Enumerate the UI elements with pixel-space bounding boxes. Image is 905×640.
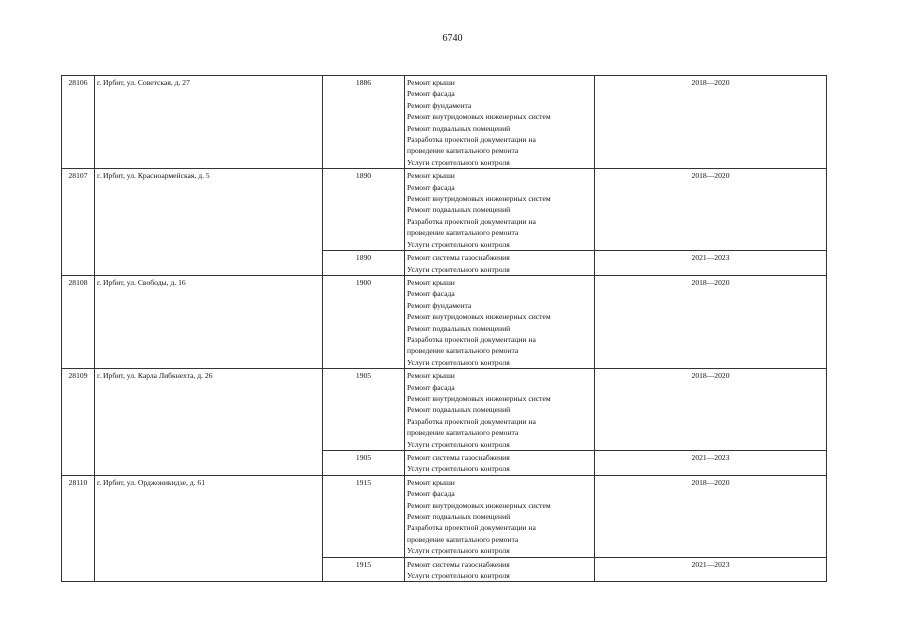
work-item: Ремонт крыши [407, 78, 455, 87]
work-item: Ремонт внутридомовых инженерных систем [407, 112, 551, 122]
period-cell: 2021—2023 [595, 557, 827, 582]
works-cell [405, 275, 595, 368]
period-cell: 2018—2020 [595, 169, 827, 251]
year-cell: 1915 [323, 475, 405, 557]
address-cell: г. Ирбит, ул. Свободы, д. 16 [95, 275, 323, 368]
works-cell [405, 451, 595, 476]
works-cell [405, 169, 595, 251]
work-item: Ремонт фасада [407, 489, 455, 499]
building-id-cell: 28110 [62, 475, 95, 582]
work-item: Разработка проектной документации на [407, 216, 536, 226]
work-item: Разработка проектной документации на [407, 523, 536, 533]
period-cell: 2018—2020 [595, 76, 827, 169]
work-item: Ремонт фасада [407, 89, 455, 99]
table-row [62, 369, 827, 451]
table-row [62, 169, 827, 251]
work-item: Ремонт крыши [407, 277, 455, 287]
period-cell: 2018—2020 [595, 369, 827, 451]
table-row [62, 475, 827, 557]
work-item: Разработка проектной документации на [407, 135, 536, 145]
year-cell: 1915 [323, 557, 405, 582]
period-cell: 2021—2023 [595, 251, 827, 276]
work-item: Ремонт внутридомовых инженерных систем [407, 312, 551, 322]
work-item: проведение капитального ремонта [407, 428, 519, 438]
work-item: проведение капитального ремонта [407, 346, 519, 356]
address-cell: г. Ирбит, ул. Орджоникидзе, д. 61 [95, 475, 323, 582]
work-item: Ремонт подвальных помещений [407, 323, 511, 333]
work-item: проведение капитального ремонта [407, 146, 519, 156]
work-item: Разработка проектной документации на [407, 416, 536, 426]
period-cell: 2021—2023 [595, 451, 827, 476]
year-cell: 1900 [323, 275, 405, 368]
work-item: Ремонт фундамента [407, 300, 472, 310]
period-cell: 2018—2020 [595, 475, 827, 557]
building-id-cell: 28108 [62, 275, 95, 368]
work-item: Ремонт внутридомовых инженерных систем [407, 393, 551, 403]
building-id-cell: 28107 [62, 169, 95, 276]
work-item: Ремонт фасада [407, 382, 455, 392]
work-item: Услуги строительного контроля [407, 157, 510, 167]
address-cell: г. Ирбит, ул. Красноармейская, д. 5 [95, 169, 323, 276]
building-id-cell: 28109 [62, 369, 95, 476]
works-cell [405, 557, 595, 582]
work-item: Ремонт системы газоснабжения [407, 253, 510, 263]
work-item: Ремонт крыши [407, 477, 455, 487]
repair-program-table [61, 75, 827, 582]
work-item: проведение капитального ремонта [407, 228, 519, 238]
work-item: Услуги строительного контроля [407, 464, 510, 474]
year-cell: 1905 [323, 369, 405, 451]
work-item: Ремонт фасада [407, 289, 455, 299]
year-cell: 1905 [323, 451, 405, 476]
year-cell: 1886 [323, 76, 405, 169]
works-cell [405, 475, 595, 557]
work-item: Ремонт крыши [407, 171, 455, 181]
table-body [62, 76, 827, 582]
work-item: Ремонт внутридомовых инженерных систем [407, 500, 551, 510]
year-cell: 1890 [323, 169, 405, 251]
address-cell: г. Ирбит, ул. Советская, д. 27 [95, 76, 323, 169]
work-item: Ремонт фасада [407, 182, 455, 192]
work-item: Ремонт системы газоснабжения [407, 453, 510, 462]
work-item: Услуги строительного контроля [407, 239, 510, 249]
address-cell: г. Ирбит, ул. Карла Либкнехта, д. 26 [95, 369, 323, 476]
work-item: Ремонт подвальных помещений [407, 205, 511, 215]
work-item: Ремонт системы газоснабжения [407, 559, 510, 569]
work-item: Ремонт крыши [407, 371, 455, 381]
page-number: 6740 [442, 33, 463, 44]
work-item: Услуги строительного контроля [407, 264, 510, 274]
work-item: Ремонт подвальных помещений [407, 512, 511, 522]
table-row [62, 76, 827, 169]
works-cell [405, 369, 595, 451]
works-cell [405, 251, 595, 276]
works-cell [405, 76, 595, 169]
work-item: Ремонт фундамента [407, 100, 472, 110]
year-cell: 1890 [323, 251, 405, 276]
building-id-cell: 28106 [62, 76, 95, 169]
work-item: Разработка проектной документации на [407, 334, 536, 344]
work-item: Услуги строительного контроля [407, 439, 510, 449]
work-item: Услуги строительного контроля [407, 357, 510, 367]
work-item: Услуги строительного контроля [407, 571, 510, 581]
period-cell: 2018—2020 [595, 275, 827, 368]
work-item: Ремонт подвальных помещений [407, 405, 511, 415]
work-item: Услуги строительного контроля [407, 546, 510, 556]
work-item: Ремонт подвальных помещений [407, 123, 511, 133]
table-row [62, 275, 827, 368]
work-item: Ремонт внутридомовых инженерных систем [407, 194, 551, 204]
work-item: проведение капитального ремонта [407, 534, 519, 544]
